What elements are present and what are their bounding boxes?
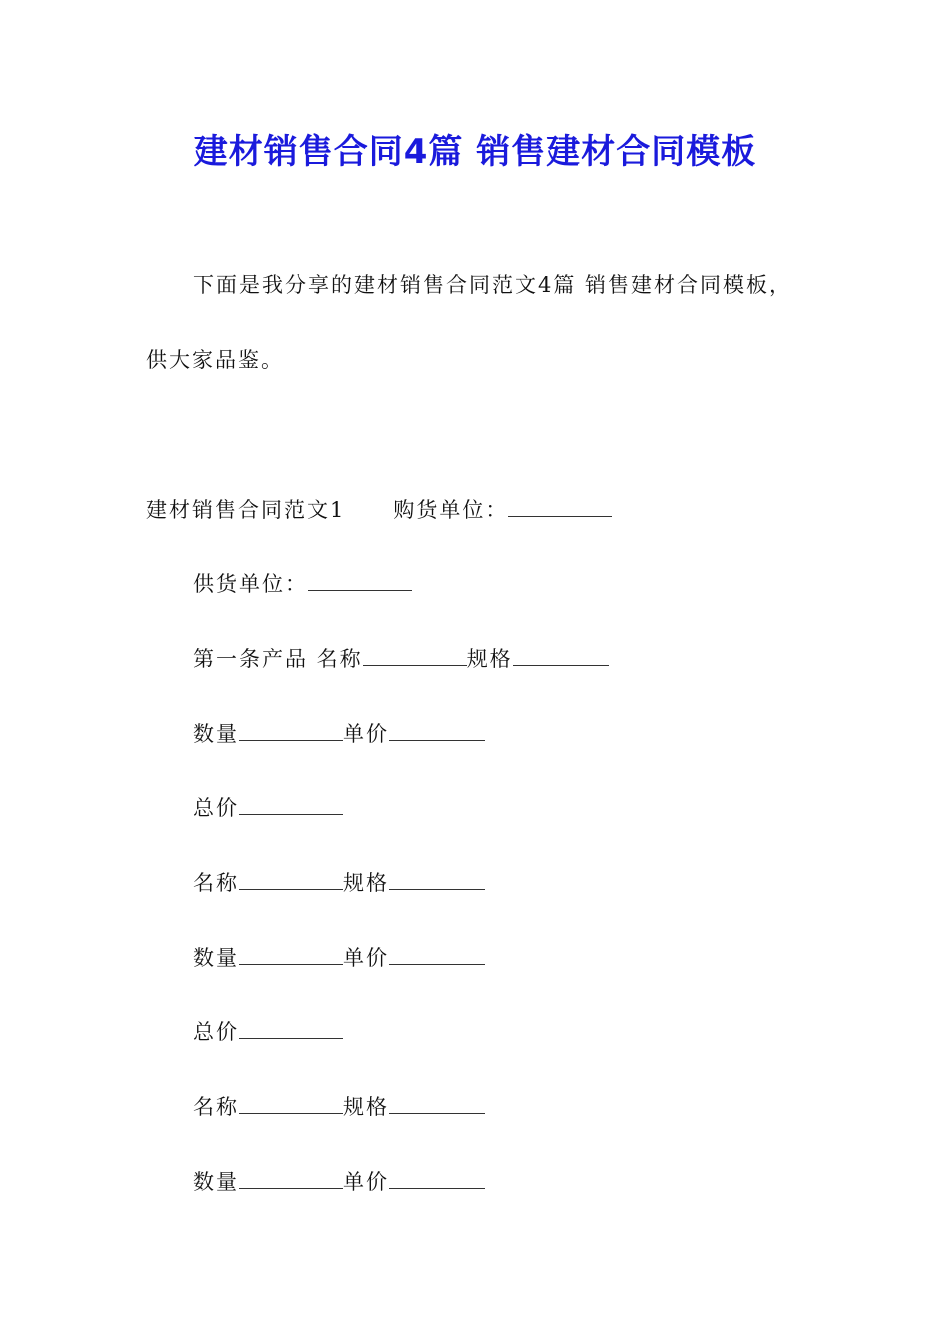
- buyer-blank: [508, 494, 612, 517]
- unit-price-label: 单价: [343, 1170, 389, 1194]
- unit-price-blank: [389, 718, 485, 741]
- spec-blank: [389, 867, 485, 890]
- clause1-label: 第一条产品 名称: [193, 647, 363, 671]
- qty-blank: [239, 1166, 343, 1189]
- total-blank: [239, 792, 343, 815]
- spec-blank: [513, 643, 609, 666]
- intro-line-1: 下面是我分享的建材销售合同范文4篇 销售建材合同模板，: [193, 273, 793, 297]
- spec-blank: [389, 1091, 485, 1114]
- intro-line-2: 供大家品鉴。: [146, 348, 284, 372]
- name-spec-row: [193, 1091, 485, 1122]
- qty-blank: [239, 718, 343, 741]
- unit-price-blank: [389, 942, 485, 965]
- total-blank: [239, 1016, 343, 1039]
- unit-price-label: 单价: [343, 946, 389, 970]
- spec-label: 规格: [466, 647, 513, 671]
- name-label: 名称: [193, 871, 239, 895]
- name-blank: [239, 867, 343, 890]
- clause1-row: [193, 643, 609, 674]
- total-label: 总价: [193, 1020, 239, 1044]
- unit-price-blank: [389, 1166, 485, 1189]
- supplier-blank: [308, 568, 412, 591]
- name-blank: [363, 643, 467, 666]
- total-label: 总价: [193, 796, 239, 820]
- qty-price-row: [193, 718, 485, 749]
- qty-label: 数量: [193, 946, 239, 970]
- buyer-label: 购货单位：: [393, 498, 509, 522]
- spec-label: 规格: [343, 871, 389, 895]
- qty-price-row: [193, 1166, 485, 1197]
- name-spec-row: [193, 867, 485, 898]
- total-row: [193, 1016, 343, 1047]
- section-heading: 建材销售合同范文1: [146, 498, 346, 522]
- qty-price-row: [193, 942, 485, 973]
- qty-blank: [239, 942, 343, 965]
- total-row: [193, 792, 343, 823]
- section-heading-row: [146, 494, 612, 525]
- name-blank: [239, 1091, 343, 1114]
- spec-label: 规格: [343, 1095, 389, 1119]
- supplier-row: [193, 568, 412, 599]
- unit-price-label: 单价: [343, 722, 389, 746]
- qty-label: 数量: [193, 1170, 239, 1194]
- qty-label: 数量: [193, 722, 239, 746]
- document-title: 建材销售合同4篇 销售建材合同模板: [193, 132, 757, 172]
- name-label: 名称: [193, 1095, 239, 1119]
- supplier-label: 供货单位：: [193, 572, 308, 596]
